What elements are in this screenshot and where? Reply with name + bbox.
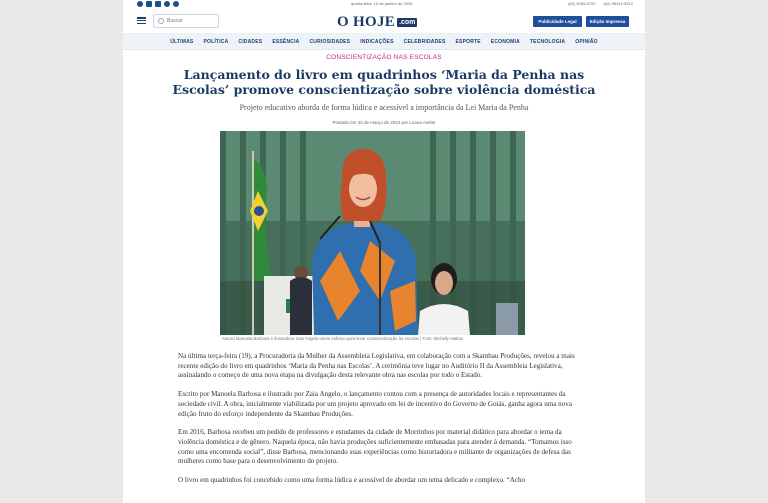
site-header: [123, 8, 645, 34]
nav-item-opiniao[interactable]: OPINIÃO: [575, 38, 598, 45]
search-input[interactable]: [167, 18, 217, 24]
x-icon[interactable]: [164, 1, 170, 7]
nav-item-cidades[interactable]: CIDADES: [238, 38, 263, 45]
phone-1[interactable]: (62) 3095-8700: [568, 1, 596, 6]
article-photo: [220, 131, 525, 335]
photo-caption: Autora Manoela Barbosa e ilustradora Zaia Angelo unem esforço para levar conscientização às escolas | Foto: Michelly Mattos: [222, 336, 464, 341]
facebook-icon[interactable]: [137, 1, 143, 7]
logo-suffix: .com: [399, 19, 416, 26]
site-logo[interactable]: [337, 14, 417, 31]
nav-item-celebridades[interactable]: CELEBRIDADES: [403, 38, 446, 45]
nav-item-indicacoes[interactable]: INDICAÇÕES: [360, 38, 394, 45]
article-paragraph: O livro em quadrinhos foi concebido como uma forma lúdica e acessível de abordar um tema delicado e complexo. “Acho: [178, 476, 526, 485]
youtube-icon[interactable]: [155, 1, 161, 7]
main-nav: [123, 34, 645, 50]
article-paragraph: Em 2016, Barbosa recebeu um pedido de professores e estudantes da cidade de Morrinhos por material didático para abordar o tema da violência doméstica e de gênero. Naquela época, não havia produções suficientemente embasadas para atender à demanda. “Tomamos isso como uma encomenda social”, disse Barbosa, mencionando suas experiências como historiadora e militante de organizações de defesa das mulheres como base para o desenvolvimento do projeto.: [178, 428, 572, 466]
search-icon[interactable]: [158, 18, 164, 24]
top-bar: [123, 0, 645, 8]
nav-item-essencia[interactable]: ESSÊNCIA: [272, 38, 300, 45]
page: [123, 0, 645, 503]
article-kicker[interactable]: CONSCIENTIZAÇÃO NAS ESCOLAS: [326, 54, 442, 61]
instagram-icon[interactable]: [146, 1, 152, 7]
nav-item-ultimas[interactable]: ÚLTIMAS: [170, 38, 194, 45]
article-paragraph: Escrito por Manoela Barbosa e ilustrado por Zaia Angelo, o lançamento contou com a presença de autoridades locais e representantes da sociedade civil. A obra, inicialmente viabilizada por um projeto aprovado em lei de incentivo do Governo de Goiás, ganha agora uma nova edição fruto do esforço independente da Skambau Produções.: [178, 390, 572, 418]
article-subtitle: Projeto educativo aborda de forma lúdica e acessível a importância da Lei Maria da Penha: [239, 103, 529, 112]
edicao-impressa-button[interactable]: Edição Impressa: [586, 16, 629, 27]
article-body: [178, 352, 588, 495]
article-paragraph: Na última terça-feira (19), a Procuradoria da Mulher da Assembleia Legislativa, em colaboração com a Skambau Produções, revelou a mais recente edição do livro em quadrinhos ‘Maria da Penha nas Escolas’. A cerimônia teve lugar no Auditório II da Assembleia Legislativa, assinalando o começo de uma nova etapa na divulgação desta relevante obra nas escolas por todo o Estado.: [178, 352, 575, 380]
phone-2[interactable]: (62) 98419-5512: [603, 1, 633, 6]
nav-item-politica[interactable]: POLÍTICA: [203, 38, 229, 45]
tiktok-icon[interactable]: [173, 1, 179, 7]
logo-text: O HOJE: [337, 14, 396, 30]
phone-numbers: [568, 1, 633, 6]
nav-item-tecnologia[interactable]: TECNOLOGIA: [529, 38, 566, 45]
nav-item-economia[interactable]: ECONOMIA: [490, 38, 520, 45]
article-title: Lançamento do livro em quadrinhos ‘Maria da Penha nas Escolas’ promove conscientização sobre violência doméstica: [172, 67, 596, 97]
current-date: quarta-feira, 15 de janeiro de 2025: [351, 1, 413, 6]
nav-item-esporte[interactable]: ESPORTE: [455, 38, 481, 45]
publicidade-legal-button[interactable]: Publicidade Legal: [533, 16, 582, 27]
hamburger-menu-icon[interactable]: [137, 17, 146, 24]
event-photo-illustration: [220, 131, 525, 335]
social-links: [137, 1, 179, 7]
search-box[interactable]: [153, 14, 219, 28]
article-byline: Postado em 20 de março de 2024 por Luana Avelar: [332, 120, 436, 125]
nav-item-curiosidades[interactable]: CURIOSIDADES: [309, 38, 351, 45]
